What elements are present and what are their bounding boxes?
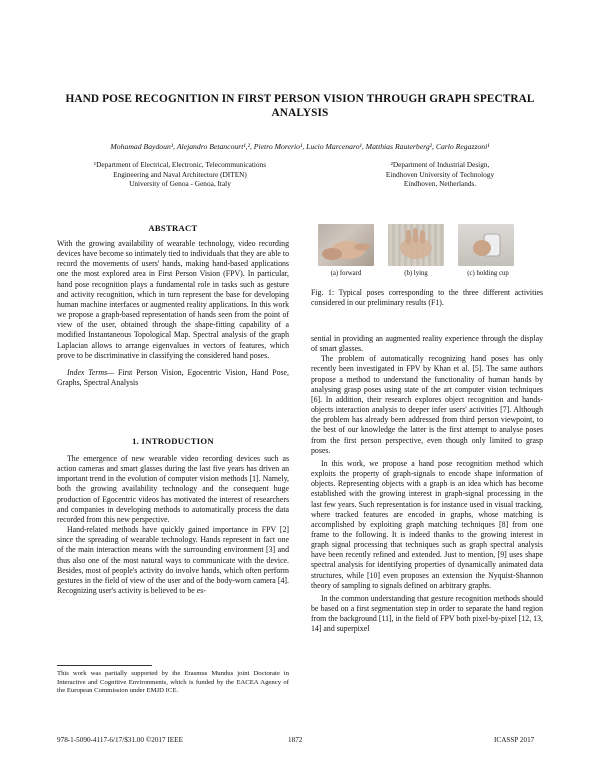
hand-forward-icon [318,224,374,266]
hand-holding-cup-photo [458,224,514,266]
hand-lying-icon [388,224,444,266]
right-paragraph-1: sential in providing an augmented reality experience through the display of smart glasses. [311,334,543,354]
index-terms: Index Terms— First Person Vision, Egocentric Vision, Hand Pose, Graphs, Spectral Analysis [57,367,289,388]
right-paragraph-4: In the common understanding that gesture recognition methods should be based on a first segmentation step in order to separate the hand region from the background [11], in the field of FPV both pixel-by-pixel [12, 13, 14] and superpixel [311,593,543,634]
subcaption-lying: (b) lying [404,270,428,277]
affiliation-genoa: ¹Department of Electrical, Electronic, Telecommunications Engineering and Naval Architecture (DITEN) University of Genoa - Genoa, Italy [93,160,267,189]
abstract-body [57,239,289,388]
figure-caption: Fig. 1: Typical poses corresponding to the three different activities considered in our preliminary results (F1). [311,288,543,308]
abstract-heading: ABSTRACT [148,223,198,233]
subcaption-forward: (a) forward [330,270,362,277]
right-paragraph-3: In this work, we propose a hand pose recognition method which exploits the property of graph-signals to encode shape information of objects. Representing objects with a graph is an idea which has become established with the growing interest in graph-signal processing in the last few years. Such representation is for instance used in visual tracking, where tracked features are encoded in graphs, whose matching is accomplished by exploiting graph matching techniques [8] from one frame to the following. It is indeed thanks to the growing interest in graph signal processing that techniques such as graph spectral analysis have been recently refined and extended. Just to mention, [9] uses shape spectral analysis for identifying properties of dynamically animated data structures, while [10] even proposes an extension the Nyquist-Shannon theory of sampling to signals defined on arbitrary graphs. [311,458,543,590]
introduction-body [57,454,289,596]
intro-paragraph-1: The emergence of new wearable video recording devices such as action cameras and smart glasses during the last five years has driven an important trend in the evolution of computer vision methods [1]. Namely, both the growing availability technology and the consequent huge production of Egocentric videos has motivated the interest of researchers and companies in developing methods to automatically process the data recorded from this new perspective. [57,454,289,524]
right-column-body [311,334,543,635]
paper-title: HAND POSE RECOGNITION IN FIRST PERSON VISION THROUGH GRAPH SPECTRAL ANALYSIS [65,93,535,119]
footer-isbn: 978-1-5090-4117-6/17/$31.00 ©2017 IEEE [57,736,183,744]
cup-icon [458,224,514,266]
hand-forward-photo [318,224,374,266]
intro-paragraph-2: Hand-related methods have quickly gained importance in FPV [2] since the spreading of wearable technology. Hands represent in fact one of the main interaction means with the surrounding environment [3] and thus also one of the most natural ways to communicate with the device. Besides, most of people's activity do involve hands, which often perform gestures in the field of view of the user and of the body-worn camera [4]. Recognizing user's activity is believed to be es- [57,525,289,596]
author-list: Mohamad Baydoun¹, Alejandro Betancourt¹,², Pietro Morerio¹, Lucio Marcenaro¹, Matthias Rauterberg², Carlo Regazzoni¹ [110,142,490,151]
hand-lying-photo [388,224,444,266]
footer-page-number: 1872 [288,736,303,744]
footnote: This work was partially supported by the Erasmus Mundus joint Doctorate in Interactive and Cognitive Environments, which is funded by the EACEA Agency of the European Commission under EMJD ICE. [57,670,289,694]
abstract-text: With the growing availability of wearable technology, video recording devices have become so intimately tied to individuals that they are able to record the movements of users' hands, making hand-based applications one the most explored area in First Person Vision (FPV). In particular, hand pose recognition plays a fundamental role in tasks such as gesture and activity recognition, which in turn represent the base for developing human machine interfaces or augmented reality applications. In this work we propose a graph-based representation of hands seen from the point of view of the user, obtained through the shape-fitting capability of a modified Instantaneous Topological Map. Spectral analysis of the graph Laplacian allows to arrange eigenvalues in vectors of features, which prove to be discriminative in classifying the considered hand poses. [57,239,289,360]
footer-venue: ICASSP 2017 [494,736,535,744]
right-paragraph-2: The problem of automatically recognizing hand poses has only recently been investigated in FPV by Khan et al. [5]. The same authors propose a method to understand the functionality of human hands by analysing grasp poses using state of the art computer vision techniques [6]. In addition, their research explores object recognition and hands-objects interaction analysis to deeper infer users' activities [7]. Although the problem has already been addressed from third person viewpoint, to the best of our knowledge the latter is the first attempt to analyse poses from the first person perspective, even though only limited to grasp poses. [311,354,543,455]
subcaption-holding-cup: (c) holding cup [467,270,509,277]
footnote-rule [57,665,152,666]
introduction-heading: 1. INTRODUCTION [132,436,214,446]
affiliation-eindhoven: ²Department of Industrial Design, Eindhoven University of Technology Eindhoven, Netherlands. [385,160,495,189]
